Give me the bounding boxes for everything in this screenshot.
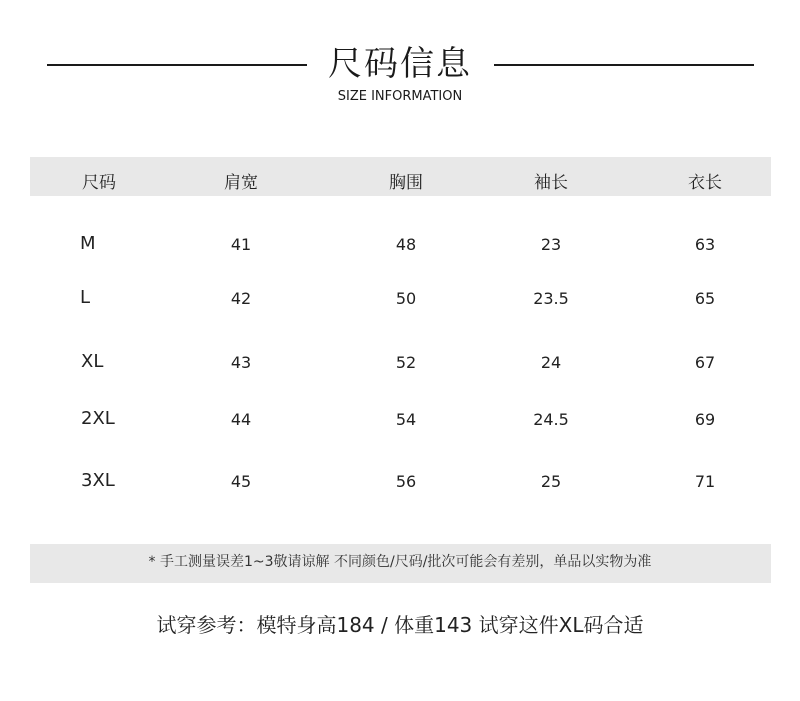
- column-header-size: 尺码: [82, 173, 116, 193]
- table-cell: 42: [230, 289, 252, 308]
- try-on-reference: 试穿参考：模特身高184 / 体重143 试穿这件XL码合适: [156, 613, 644, 637]
- table-cell: 23.5: [533, 289, 569, 308]
- table-cell: 54: [395, 410, 417, 429]
- table-cell: 25: [540, 472, 562, 491]
- title-divider-right: [494, 64, 754, 66]
- size-label: 2XL: [81, 408, 115, 429]
- size-label: M: [80, 233, 96, 254]
- table-cell: 44: [230, 410, 252, 429]
- table-cell: 56: [395, 472, 417, 491]
- table-cell: 69: [694, 410, 716, 429]
- page-subtitle: SIZE INFORMATION: [337, 89, 463, 104]
- size-label: 3XL: [81, 470, 115, 491]
- table-cell: 45: [230, 472, 252, 491]
- table-cell: 71: [694, 472, 716, 491]
- size-label: XL: [81, 351, 104, 372]
- table-cell: 65: [694, 289, 716, 308]
- size-label: L: [80, 287, 91, 308]
- column-header-length: 衣长: [688, 173, 722, 193]
- page-title: 尺码信息: [328, 44, 472, 84]
- table-cell: 23: [540, 235, 562, 254]
- column-header-shoulder: 肩宽: [224, 173, 258, 193]
- column-header-sleeve: 袖长: [534, 173, 568, 193]
- table-cell: 50: [395, 289, 417, 308]
- table-cell: 24.5: [533, 410, 569, 429]
- column-header-chest: 胸围: [389, 173, 423, 193]
- table-cell: 41: [230, 235, 252, 254]
- table-cell: 43: [230, 353, 252, 372]
- table-cell: 52: [395, 353, 417, 372]
- table-cell: 24: [540, 353, 562, 372]
- measurement-note: * 手工测量误差1~3敬请谅解 不同颜色/尺码/批次可能会有差别，单品以实物为准: [148, 554, 652, 570]
- table-cell: 67: [694, 353, 716, 372]
- table-cell: 48: [395, 235, 417, 254]
- table-cell: 63: [694, 235, 716, 254]
